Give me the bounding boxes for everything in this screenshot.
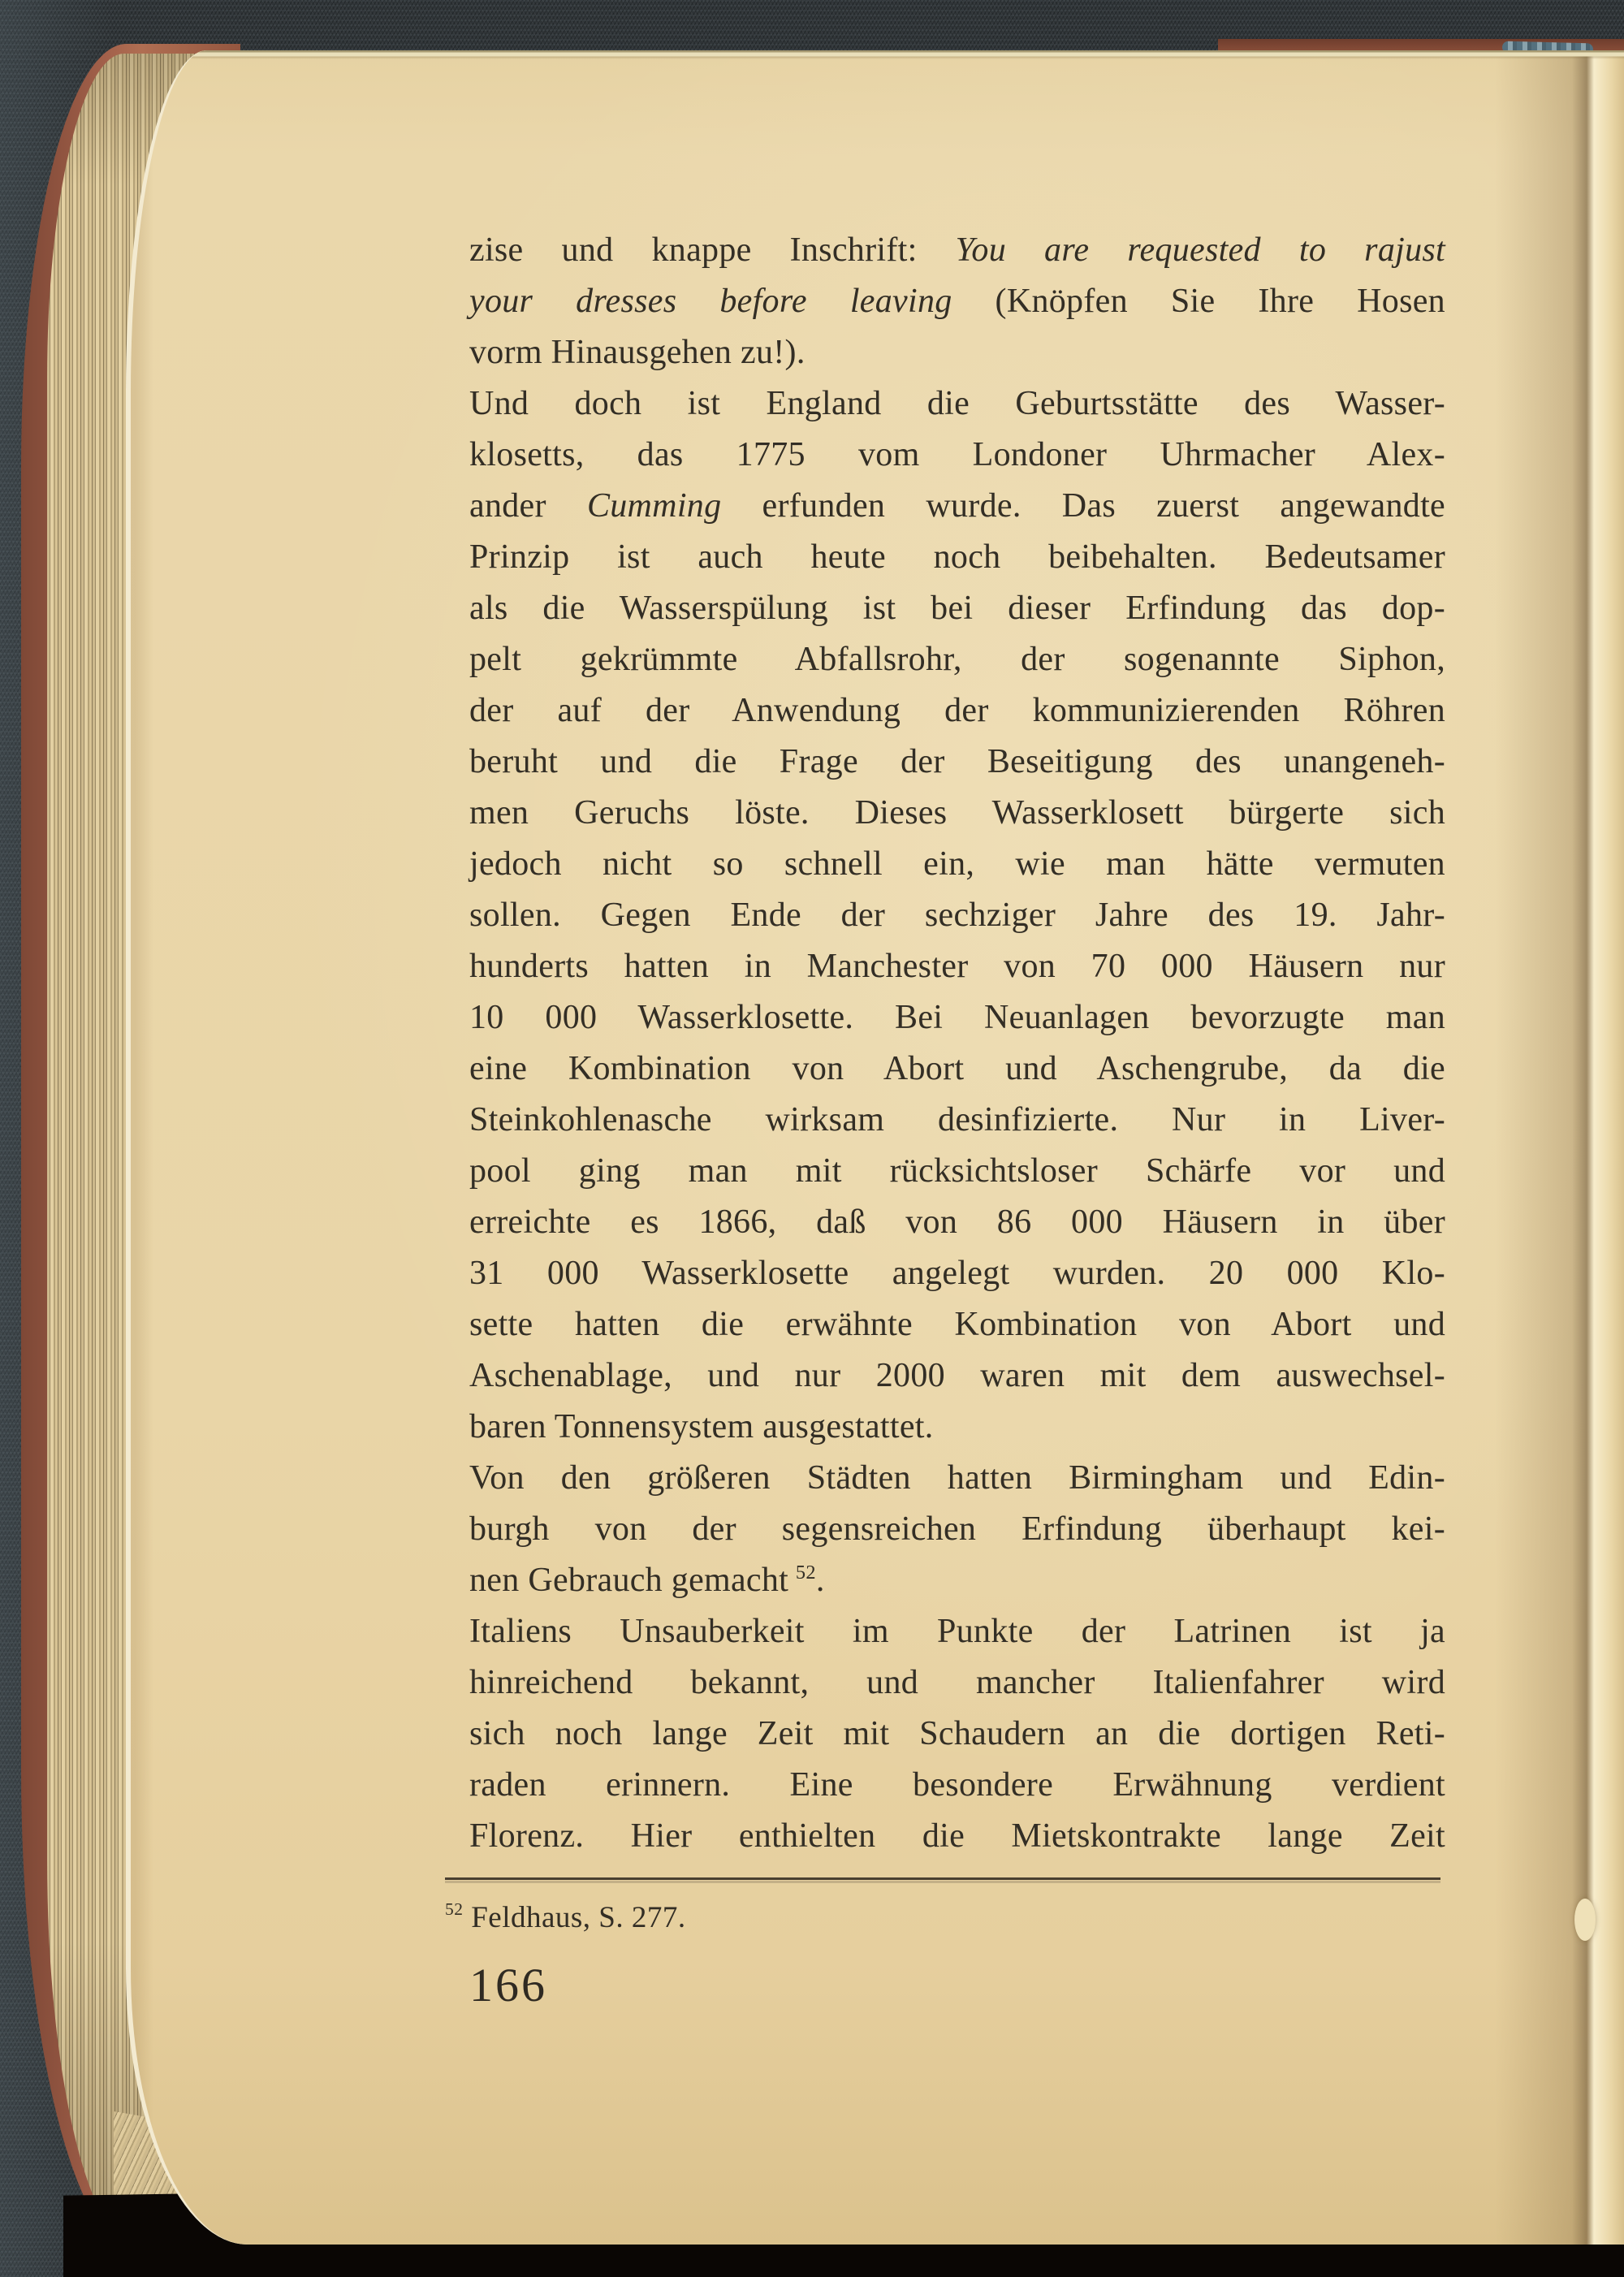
text-line: [469, 685, 1445, 737]
text-line: [469, 1146, 1445, 1197]
text-line: [469, 1606, 1445, 1657]
text-line: [469, 430, 1445, 481]
text-line: [469, 737, 1445, 788]
italic-text: your dresses before leaving: [469, 283, 952, 320]
body-text: beruht und die Frage der Beseitigung des unangeneh-: [469, 743, 1445, 780]
body-text: jedoch nicht so schnell ein, wie man hätte vermuten: [469, 845, 1445, 883]
text-line: [469, 1197, 1445, 1248]
body-text: als die Wasserspülung ist bei dieser Erfindung das dop-: [469, 590, 1445, 627]
body-text: Steinkohlenasche wirksam desinfizierte. Nur in Liver-: [469, 1101, 1445, 1138]
body-text: baren Tonnensystem ausgestattet.: [469, 1408, 934, 1445]
body-text: zise und knappe Inschrift:: [469, 231, 956, 269]
footnote-marker: 52: [445, 1899, 464, 1919]
body-text: vorm Hinausgehen zu!).: [469, 334, 806, 371]
footnote: [445, 1895, 1257, 1941]
body-text: nen Gebrauch gemacht: [469, 1562, 796, 1599]
text-line: [469, 1095, 1445, 1146]
body-text: klosetts, das 1775 vom Londoner Uhrmacher Alex-: [469, 436, 1445, 473]
text-line: [469, 788, 1445, 839]
body-text: sette hatten die erwähnte Kombination von Abort und: [469, 1306, 1445, 1343]
body-text: .: [815, 1562, 825, 1599]
italic-text: You are requested to rajust: [955, 231, 1445, 269]
text-line: [469, 890, 1445, 941]
text-block: [469, 225, 1445, 1862]
text-line: [469, 1402, 1445, 1453]
text-line: [469, 481, 1445, 532]
body-text: Florenz. Hier enthielten die Mietskontrakte lange Zeit: [469, 1817, 1445, 1855]
page-top-edge-highlight: [131, 50, 1624, 59]
text-line: [469, 1811, 1445, 1862]
text-line: [469, 327, 1445, 378]
text-line: [469, 839, 1445, 890]
body-text: hunderts hatten in Manchester von 70 000 Häusern nur: [469, 948, 1445, 985]
body-text: Aschenablage, und nur 2000 waren mit dem auswechsel-: [469, 1357, 1445, 1394]
book-page: [126, 50, 1624, 2245]
page-number: 166: [469, 1959, 547, 2011]
text-line: [469, 1657, 1445, 1709]
body-text: 31 000 Wasserklosette angelegt wurden. 20 000 Klo-: [469, 1255, 1445, 1292]
text-line: [469, 1555, 1445, 1606]
text-line: [469, 583, 1445, 634]
body-text: Prinzip ist auch heute noch beibehalten. Bedeutsamer: [469, 538, 1445, 576]
body-text: Italiens Unsauberkeit im Punkte der Latrinen ist ja: [469, 1613, 1445, 1650]
text-line: [469, 634, 1445, 685]
body-text: sollen. Gegen Ende der sechziger Jahre des 19. Jahr-: [469, 897, 1445, 934]
footnote-text: Feldhaus, S. 277.: [471, 1901, 686, 1934]
text-line: [469, 1248, 1445, 1299]
body-text: ander: [469, 487, 587, 525]
footnote-rule: [445, 1877, 1440, 1880]
body-text: der auf der Anwendung der kommunizierenden Röhren: [469, 692, 1445, 729]
footnote-reference: 52: [795, 1562, 816, 1584]
text-line: [469, 1043, 1445, 1095]
page-edge-notch: [1574, 1899, 1596, 1941]
body-text: sich noch lange Zeit mit Schaudern an die dortigen Reti-: [469, 1715, 1445, 1752]
text-line: [469, 1453, 1445, 1504]
text-line: [469, 276, 1445, 327]
text-line: [469, 992, 1445, 1043]
text-line: [469, 1504, 1445, 1555]
text-line: [469, 532, 1445, 583]
text-line: [469, 1350, 1445, 1402]
body-text: eine Kombination von Abort und Aschengrube, da die: [469, 1050, 1445, 1087]
body-text: raden erinnern. Eine besondere Erwähnung verdient: [469, 1766, 1445, 1804]
body-text: men Geruchs löste. Dieses Wasserklosett bürgerte sich: [469, 794, 1445, 832]
body-text: burgh von der segensreichen Erfindung überhaupt kei-: [469, 1510, 1445, 1548]
body-text: pool ging man mit rücksichtsloser Schärfe vor und: [469, 1152, 1445, 1190]
text-line: [469, 1709, 1445, 1760]
text-line: [469, 941, 1445, 992]
body-text: erreichte es 1866, daß von 86 000 Häusern in über: [469, 1203, 1445, 1241]
text-line: [469, 378, 1445, 430]
body-text: Und doch ist England die Geburtsstätte des Wasser-: [469, 385, 1445, 422]
body-text: erfunden wurde. Das zuerst angewandte: [721, 487, 1445, 525]
body-text: (Knöpfen Sie Ihre Hosen: [952, 283, 1445, 320]
body-text: hinreichend bekannt, und mancher Italienfahrer wird: [469, 1664, 1445, 1701]
italic-text: Cumming: [586, 487, 722, 525]
body-text: 10 000 Wasserklosette. Bei Neuanlagen bevorzugte man: [469, 999, 1445, 1036]
text-line: [469, 225, 1445, 276]
text-line: [469, 1760, 1445, 1811]
body-text: Von den größeren Städten hatten Birmingham und Edin-: [469, 1459, 1445, 1497]
text-line: [469, 1299, 1445, 1350]
body-text: pelt gekrümmte Abfallsrohr, der sogenannte Siphon,: [469, 641, 1445, 678]
